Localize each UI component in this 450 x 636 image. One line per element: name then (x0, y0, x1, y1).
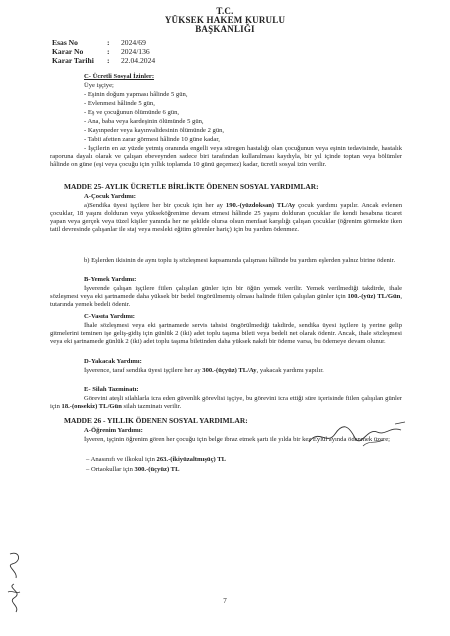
ogrenim-item-text: Anasınıfı ve ilkokul için (90, 456, 157, 463)
page-number: 7 (223, 597, 227, 605)
leave-item: - Eşinin doğum yapması hâlinde 5 gün, (84, 91, 188, 98)
vasita-yardimi-text: İhale sözleşmesi veya eki şartnamede servis tahsisi öngörülmediği takdirde, sendika üyesi işçilere iş yerine gelip gitmelerini teminen işe geliş-gidiş için günlük 2 (iki) adet toplu taşıma bileti veya bedeli net olarak ödenir. Ancak, ihale sözleşmesi veya eki şartnamede günlük 2 (iki) adet toplu taşıma biletinden daha yüksek nakdi bir ödeme varsa, bu ödemeye devam olunur. (50, 322, 402, 345)
cocuk-a-amount: 190.-(yüzdoksan) TL/Ay (225, 202, 296, 209)
yemek-amount: 100.-(yüz) TL/Gün (347, 293, 401, 300)
signature-scribble-right (305, 420, 415, 452)
meta-value: 22.04.2024 (121, 56, 156, 65)
leave-item: - Eş ve çocuğunun ölümünde 6 gün, (84, 109, 180, 116)
silah-amount: 18.-(onsekiz) TL/Gün (61, 403, 122, 410)
meta-key: Karar No (52, 47, 84, 56)
meta-key: Esas No (52, 38, 78, 47)
silah-tazminati-text (50, 395, 402, 411)
madde-26-title: MADDE 26 - YILLIK ÖDENEN SOSYAL YARDIMLAR: (64, 416, 248, 425)
ogrenim-item-text: Ortaokullar için (90, 466, 135, 473)
header-department: BAŞKANLIĞI (195, 24, 255, 34)
silah-tazminati-title: E- Silah Tazminatı: (84, 386, 139, 393)
ogrenim-item-ortaokul: – Ortaokullar için 300.-(üçyüz) TL (86, 466, 180, 473)
meta-colon: : (107, 38, 110, 47)
leave-item: - Kayınpeder veya kayınvalidesinin ölümünde 2 gün, (84, 127, 225, 134)
section-c-title: C- Ücretli Sosyal İzinler: (84, 73, 155, 80)
cocuk-yardimi-b: b) Eşlerden ikisinin de aynı toplu iş sözleşmesi kapsamında çalışması hâlinde bu yardım eşlerden yalnız birine ödenir. (84, 257, 396, 264)
leave-item-disabled-child: - İşçilerin en az yüzde yetmiş oranında engelli veya süregen hastalığı olan çocuğunun veya eşinin tedavisinde, hastalık raporuna dayalı olarak ve çalışan ebeveynden sadece biri tarafından kullanılması kaydıyla, bir yıl içinde toptan veya bölümler hâlinde on güne (eşi veya çocuğu için yıllık toplamda 10 günü geçemez) kadar, ücretli sosyal izin verilir. (50, 145, 402, 168)
meta-value: 2024/69 (121, 38, 146, 47)
leave-item: - Tabii afetten zarar görmesi hâlinde 10 güne kadar, (84, 136, 220, 143)
yemek-yardimi-title: B-Yemek Yardımı: (84, 276, 137, 283)
header-institution: YÜKSEK HAKEM KURULU (164, 15, 286, 25)
meta-esas-no (52, 38, 146, 47)
yakacak-yardimi-title: D-Yakacak Yardımı: (84, 358, 142, 365)
ogrenim-yardimi-title: A-Öğrenim Yardımı: (84, 427, 143, 434)
leave-item: - Evlenmesi hâlinde 5 gün, (84, 100, 155, 107)
section-c-intro: Üye işçiye; (84, 82, 114, 89)
yemek-yardimi-text (50, 285, 402, 309)
header-tc: T.C. (216, 6, 234, 16)
meta-colon: : (107, 56, 110, 65)
cocuk-a-rest: çocuk yardımı yapılır. Ancak evlenen çocuklar, 18 yaşını dolduran veya yükseköğrenime devam etmesi hâlinde 25 yaşını dolduran çocuklar ile kendi hesabına ticaret yapan veya gerçek veya tüzel kişiler yanında her ne şekilde olursa olsun menfaat karşılığı çalışan çocuklar (öğrenim görmekte iken tatil devresinde çalışanlar ile staj veya mesleki eğitim görenler hariç) için bu yardım ödenmez. (50, 202, 402, 233)
yemek-rest: , tutarında yemek bedeli ödenir. (50, 293, 402, 308)
silah-text: Görevini ateşli silahlarla icra eden güvenlik görevlisi işçiye, bu görevini icra ettiği süre içerisinde fiilen çalışılan günler için (50, 395, 402, 410)
ogrenim-item-ilkokul: – Anasınıfı ve ilkokul için 263.-(ikiyüzaltmışüç) TL (86, 456, 227, 463)
yakacak-text: İşverence, taraf sendika üyesi işçilere her ay (84, 367, 203, 374)
cocuk-yardimi-title: A-Çocuk Yardımı: (84, 193, 136, 200)
ogrenim-item-amount: 300.-(üçyüz) TL (134, 466, 180, 473)
leave-item: - Ana, baba veya kardeşinin ölümünde 5 gün, (84, 118, 204, 125)
signature-initials-left (2, 548, 32, 618)
vasita-yardimi-title: C-Vasıta Yardımı: (84, 313, 135, 320)
ogrenim-yardimi-text: İşveren, işçinin öğrenim gören her çocuğu için belge ibraz etmek şartı ile yılda bir kez Eylül ayında ödenmek üzere; (84, 436, 390, 443)
yemek-text: İşverende çalışan işçilere fiilen çalışılan günler için bir öğün yemek verilir. Yemek verilmediği takdirde, ihale sözleşmesi veya eki şartnamede daha yüksek bir bedel öngörülmemiş olması halinde fiilen çalışılan günler için (50, 285, 402, 300)
cocuk-a-text: a)Sendika üyesi işçilere her bir çocuk için her ay (84, 202, 226, 209)
silah-rest: silah tazminatı verilir. (121, 403, 182, 410)
yakacak-yardimi-text (50, 367, 402, 375)
yakacak-rest: , yakacak yardımı yapılır. (256, 367, 324, 374)
yakacak-amount: 300.-(üçyüz) TL/Ay (202, 367, 257, 374)
ogrenim-item-amount: 263.-(ikiyüzaltmışüç) TL (156, 456, 227, 463)
meta-colon: : (107, 47, 110, 56)
meta-karar-no (52, 47, 150, 56)
meta-key: Karar Tarihi (52, 56, 94, 65)
cocuk-yardimi-a (50, 202, 402, 234)
madde-25-title: MADDE 25- AYLIK ÜCRETLE BİRLİKTE ÖDENEN SOSYAL YARDIMLAR: (64, 182, 319, 191)
meta-karar-tarihi (52, 56, 155, 65)
meta-value: 2024/136 (121, 47, 150, 56)
